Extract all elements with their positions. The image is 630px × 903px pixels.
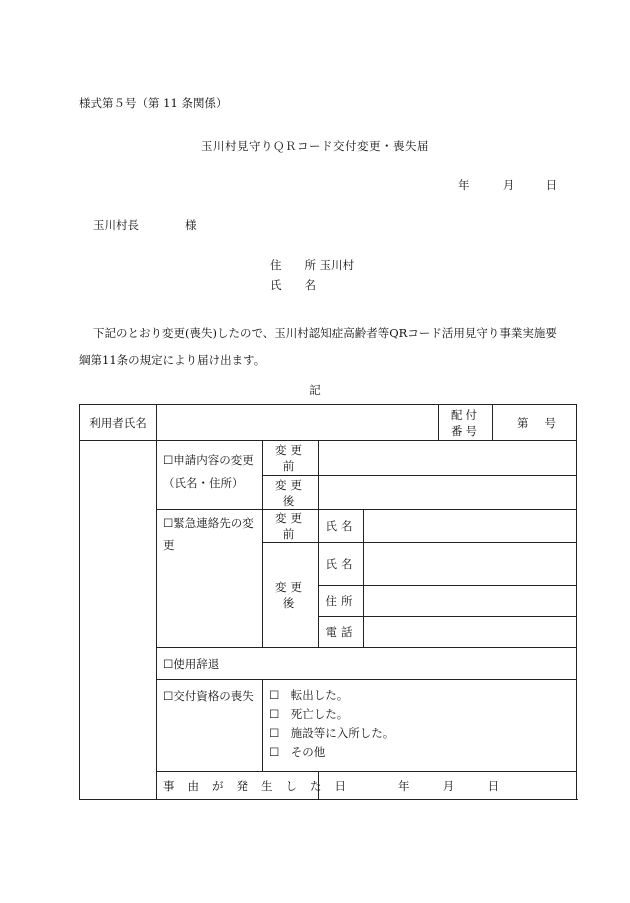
- app-change-before-field[interactable]: [319, 441, 577, 476]
- reason-year-label: 年: [397, 778, 410, 793]
- applicant-block: [270, 258, 354, 298]
- change-loss-form-table: [79, 404, 577, 800]
- addressee-honorific: 様: [185, 218, 197, 232]
- document-title: 玉川村見守りＱＲコード交付変更・喪失届: [201, 139, 429, 153]
- applicant-address-value[interactable]: 玉川村: [319, 258, 355, 272]
- reason-day-label: 日: [487, 778, 500, 793]
- delivery-number-field[interactable]: [493, 405, 577, 441]
- emergency-after-phone-label: 電話: [319, 617, 364, 648]
- app-change-checkbox-label[interactable]: ☐申請内容の変更: [163, 453, 254, 467]
- reason-month-label: 月: [442, 778, 455, 793]
- applicant-address-label: 住 所: [270, 258, 316, 272]
- emergency-after-name-label: 氏名: [319, 543, 364, 586]
- emergency-before-label: 変更前: [263, 510, 319, 543]
- delivery-number-prefix: 第: [517, 415, 529, 430]
- app-change-cell[interactable]: [157, 441, 263, 510]
- reason-date-label: 事由が発生した日: [157, 772, 319, 800]
- emergency-after-address-label: 住所: [319, 586, 364, 617]
- loss-option-moved-out[interactable]: ☐ 転出した。: [269, 688, 349, 702]
- applicant-address-row: [270, 258, 354, 278]
- submission-date: [458, 178, 557, 192]
- loss-option-deceased[interactable]: ☐ 死亡した。: [269, 707, 349, 721]
- user-name-field[interactable]: [157, 405, 439, 441]
- loss-option-other[interactable]: ☐ その他: [269, 745, 326, 759]
- delivery-number-label: 配付番号: [439, 405, 493, 441]
- app-change-sub-label: （氏名・住所）: [163, 476, 244, 490]
- body-text: 下記のとおり変更(喪失)したので、玉川村認知症高齢者等QRコード活用見守り事業実施要綱第11条の規定により届け出ます。: [79, 326, 557, 367]
- applicant-name-row: [270, 278, 354, 298]
- date-year-label: 年: [458, 178, 470, 192]
- row-user-name: [80, 405, 577, 441]
- emergency-after-name-field[interactable]: [364, 543, 577, 586]
- app-change-before-label: 変更前: [263, 441, 319, 476]
- date-day-label: 日: [545, 178, 558, 192]
- loss-option-entered-facility[interactable]: ☐ 施設等に入所した。: [269, 726, 395, 740]
- app-change-after-label: 変更後: [263, 476, 319, 510]
- date-month-label: 月: [502, 178, 515, 192]
- emergency-change-cell[interactable]: [157, 510, 263, 648]
- emergency-after-label: 変更後: [263, 543, 319, 648]
- app-change-after-field[interactable]: [319, 476, 577, 510]
- emergency-before-name-label: 氏名: [319, 510, 364, 543]
- type-column-blank: [80, 441, 157, 800]
- addressee: [93, 218, 197, 232]
- addressee-name: 玉川村長: [93, 218, 139, 232]
- applicant-name-label: 氏 名: [270, 278, 316, 292]
- loss-reason-options: [263, 680, 577, 772]
- delivery-number-suffix: 号: [544, 415, 556, 430]
- emergency-change-checkbox-label[interactable]: ☐緊急連絡先の変更: [163, 516, 254, 552]
- emergency-before-name-field[interactable]: [364, 510, 577, 543]
- emergency-after-address-field[interactable]: [364, 586, 577, 617]
- loss-checkbox-label[interactable]: ☐交付資格の喪失: [157, 680, 263, 772]
- row-app-change-before: [80, 441, 577, 476]
- form-number: 様式第５号（第 11 条関係）: [79, 96, 228, 110]
- ki-heading: 記: [309, 383, 321, 397]
- user-name-label: 利用者氏名: [80, 405, 157, 441]
- withdraw-checkbox-label[interactable]: ☐使用辞退: [157, 648, 577, 680]
- emergency-after-phone-field[interactable]: [364, 617, 577, 648]
